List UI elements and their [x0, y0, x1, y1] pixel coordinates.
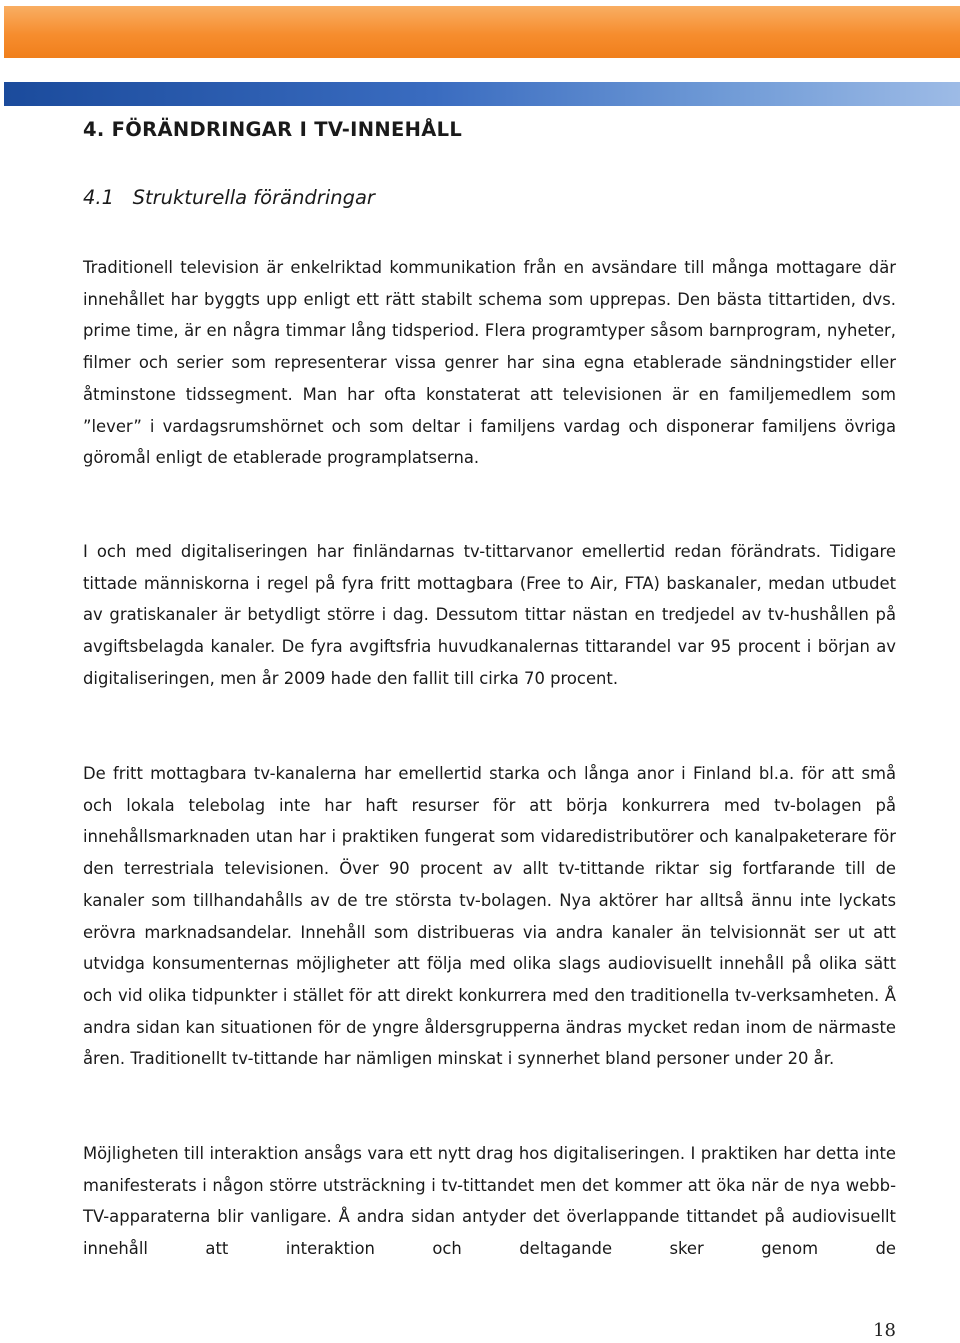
header-orange-band [4, 6, 960, 58]
header-blue-band [4, 82, 960, 106]
paragraph-digitalization: I och med digitaliseringen har finländarnas tv-tittarvanor emellertid redan förändrats. Tidigare tittade människorna i regel på fyra fritt mottagbara (Free to Air, FTA) baskanaler, medan utbudet av gratiskanaler är betydligt större i dag. Dessutom tittar nästan en tredjedel av tv-hushållen på avgiftsbelagda kanaler. De fyra avgiftsfria huvudkanalernas tittarandel var 95 procent i början av digitaliseringen, men år 2009 hade den fallit till cirka 70 procent. [83, 542, 896, 688]
page-number: 18 [873, 1320, 896, 1341]
paragraph-traditional-tv: Traditionell television är enkelriktad kommunikation från en avsändare till många mottagare där innehållet har byggts upp enligt ett rätt stabilt schema som upprepas. Den bästa tittartiden, dvs. prime time, är en några timmar lång tidsperiod. Flera programtyper såsom barnprogram, nyheter, filmer och serier som representerar vissa genrer har sina egna etablerade sändningstider eller åtminstone tidssegment. Man har ofta konstaterat att televisionen är en familjemedlem som ”lever” i vardagsrumshörnet och som deltar i familjens vardag och disponerar familjens övriga göromål enligt de etablerade programplatserna. [83, 258, 896, 468]
paragraph-free-channels: De fritt mottagbara tv-kanalerna har emellertid starka och långa anor i Finland bl.a. för att små och lokala telebolag inte har haft resurser för att börja konkurrera med tv-bolagen på innehållsmarknaden utan har i praktiken fungerat som vidaredistributörer och kanalpaketerare för den terrestriala televisionen. Över 90 procent av allt tv-tittande riktar sig fortfarande till de kanaler som tillhandahålls av de tre största tv-bolagen. Nya aktörer har alltså ännu inte lyckats erövra marknadsandelar. Innehåll som distribueras via andra kanaler än telvisionnät ser ut att utvidga konsumenternas möjligheter att följa med olika slags audiovisuellt innehåll på olika sätt och vid olika tidpunkter i stället för att direkt konkurrera med den traditionella tv-verksamheten. Å andra sidan kan situationen för de yngre åldersgrupperna ändras mycket redan inom de närmaste åren. Traditionellt tv-tittande har nämligen minskat i synnerhet bland personer under 20 år. [83, 764, 896, 1069]
section-heading: 4. FÖRÄNDRINGAR I TV-INNEHÅLL [83, 118, 463, 141]
paragraph-interaction: Möjligheten till interaktion ansågs vara ett nytt drag hos digitaliseringen. I praktiken har detta inte manifesterats i någon större utsträckning i tv-tittandet men det kommer att öka när de nya webb-TV-apparaterna blir vanligare. Å andra sidan antyder det överlappande tittandet på audiovisuellt innehåll att interaktion och deltagande sker genom de [83, 1144, 896, 1259]
subsection-heading: 4.1 Strukturella förändringar [83, 186, 375, 209]
